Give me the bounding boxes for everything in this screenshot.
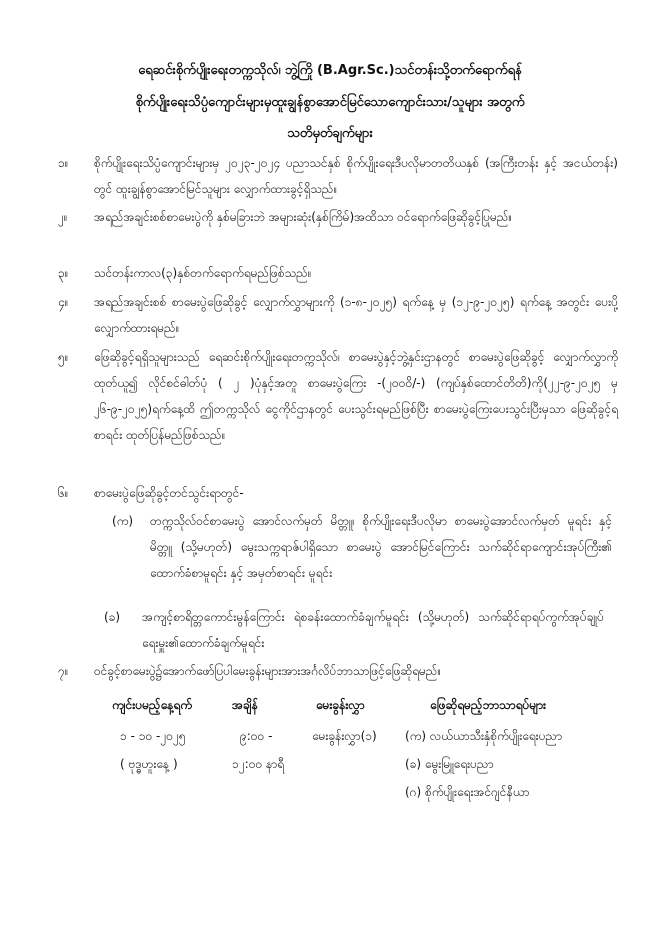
title-line-1: ရေဆင်းစိုက်ပျိုးရေးတက္ကသိုလ်၊ ဘွဲ့ကြို (B.Agr.Sc.)သင်တန်းသို့တက်ရောက်ရန် (138, 63, 522, 78)
item-number: ၆။ (58, 486, 69, 500)
item-2 (58, 204, 618, 230)
subitem-text: တက္ကသိုလ်ဝင်စာမေးပွဲ အောင်လက်မှတ် မိတ္တူ၊ စိုက်ပျိုးရေးဒီပလိုမာ စာမေးပွဲအောင်လက်မှတ် မူရင်း နှင့် မိတ္တူ (သို့မဟုတ်) မွေးသက္ကရာဇ်ပါရှိသော စာမေးပွဲ အောင်မြင်ကြောင်း သက်ဆိုင်ရာကျောင်းအုပ်ကြီး၏ ထောက်ခံစာမူရင်း နှင့် အမှတ်စာရင်း မူရင်း (150, 514, 612, 580)
subitem-number: (က) (112, 514, 134, 528)
title-line-2: စိုက်ပျိုးရေးသိပ္ပံကျောင်းများမှထူးချွန်စွာအောင်မြင်သောကျောင်းသား/သူများ အတွက် (135, 95, 525, 110)
item-4 (58, 289, 618, 341)
item-text: ဖြေဆိုခွင့်ရရှိသူများသည် ရေဆင်းစိုက်ပျိုးရေးတက္ကသိုလ်၊ စာမေးပွဲနှင့်ဘွဲ့နှင်းဌာနတွင် စာမေးပွဲဖြေဆိုခွင့် လျှောက်လွှာကိုထုတ်ယူ၍ လိုင်စင်ဓါတ်ပုံ ( ၂ )ပုံနှင့်အတူ စာမေးပွဲကြေး -(၂၀၀၀ိ/-) (ကျပ်နှစ်ထောင်တိတိ)ကို(၂၂-၉-၂၀၂၅ မှ ၂၆-၉-၂၀၂၅)ရက်နေ့ထိ ဤတက္ကသိုလ် ငွေကိုင်ဌာနတွင် ပေးသွင်းရမည်ဖြစ်ပြီး စာမေးပွဲကြေးပေးသွင်းပြီးမှသာ ဖြေဆိုခွင့်ရစာရင်း ထုတ်ပြန်မည်ဖြစ်သည်။ (94, 350, 618, 442)
item-text: စိုက်ပျိုးရေးသိပ္ပံကျောင်းများမှ ၂၀၂၃-၂၀၂၄ ပညာသင်နှစ် စိုက်ပျိုးရေးဒီပလိုမာတတိယနှစ် (အကြီးတန်း နှင့် အငယ်တန်း) တွင် ထူးချွန်စွာအောင်မြင်သူများ လျှောက်ထားခွင့်ရှိသည်။ (94, 156, 618, 196)
item-5 (58, 344, 618, 448)
header-exam-date: ကျင်းပမည့်နေ့ရက် (112, 698, 193, 712)
item-text: အရည်အချင်းစစ် စာမေးပွဲဖြေဆိုခွင့် လျှောက်လွှာများကို (၁-၈-၂၀၂၅) ရက်နေ့ မှ (၁၂-၉-၂၀၂၅) ရက်နေ့ အတွင်း ပေးပို့လျှောက်ထားရမည်။ (94, 295, 618, 335)
item-number: ၁။ (58, 156, 69, 170)
header-subjects: ဖြေဆိုရမည့်ဘာသာရပ်များ (430, 698, 547, 712)
item-7 (58, 658, 618, 684)
item-number: ၅။ (58, 350, 69, 364)
header-time: အချိန် (232, 698, 258, 712)
item-1 (58, 150, 618, 202)
subject-1: (က) လယ်ယာသီးနှံစိုက်ပျိုးရေးပညာ (405, 729, 563, 743)
exam-time-end: ၁၂:၀၀ နာရီ (232, 757, 285, 771)
exam-day: ( ဗုဒ္ဓဟူးနေ့ ) (120, 757, 178, 771)
item-number: ၂။ (58, 210, 68, 224)
subject-2: (ခ) မွေးမြူရေးပညာ (405, 757, 494, 771)
exam-date: ၁ - ၁၀ -၂၀၂၅ (120, 729, 186, 743)
item-number: ၃။ (58, 266, 69, 280)
subitem-ka (112, 508, 612, 586)
item-6 (58, 480, 618, 506)
item-number: ၄။ (58, 295, 69, 309)
item-text: ဝင်ခွင့်စာမေးပွဲ၌အောက်ဖော်ပြပါမေးခွန်းများအားအင်္ဂလိပ်ဘာသာဖြင့်ဖြေဆိုရမည်။ (94, 664, 442, 678)
item-text: စာမေးပွဲဖြေဆိုခွင့်တင်သွင်းရာတွင်- (94, 486, 244, 500)
item-text: သင်တန်းကာလ(၃)နှစ်တက်ရောက်ရမည်ဖြစ်သည်။ (94, 266, 312, 280)
exam-time-start: ၉:၀၀ - (240, 729, 273, 743)
subitem-text: အကျင့်စာရိတ္တကောင်းမွန်ကြောင်း ရဲစခန်းထောက်ခံချက်မူရင်း (သို့မဟုတ်) သက်ဆိုင်ရာရပ်ကွက်အုပ်ချုပ်ရေးမှူး၏ထောက်ခံချက်မူရင်း (142, 610, 604, 650)
exam-paper: မေးခွန်းလွှာ(၁) (312, 729, 377, 743)
subject-3: (ဂ) စိုက်ပျိုးရေးအင်ဂျင်နီယာ (405, 785, 530, 799)
subitem-number: (ခ) (104, 610, 121, 624)
title-line-3: သတိမှတ်ချက်များ (287, 126, 373, 141)
item-3 (58, 260, 618, 286)
item-number: ၇။ (58, 664, 69, 678)
header-question-paper: မေးခွန်းလွှာ (316, 698, 365, 712)
subitem-kha (104, 604, 604, 656)
item-text: အရည်အချင်းစစ်စာမေးပွဲကို နှစ်မခြားဘဲ အများဆုံး(နှစ်ကြိမ်)အထိသာ ဝင်ရောက်ဖြေဆိုခွင့်ပြုမည်။ (94, 210, 513, 224)
